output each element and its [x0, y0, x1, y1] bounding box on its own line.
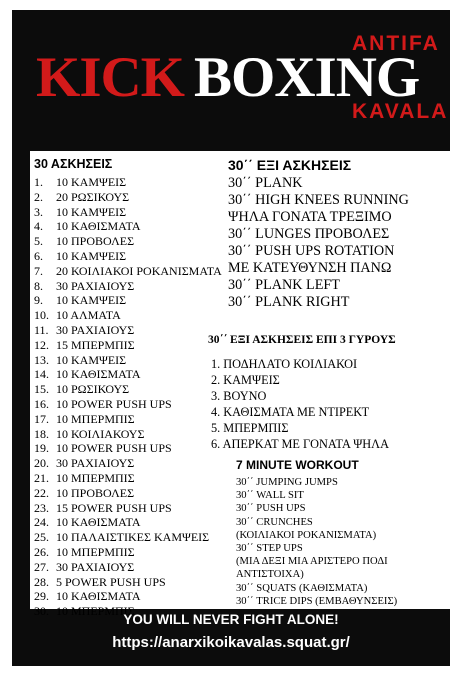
item-number: 1. — [34, 175, 43, 189]
list-item: 30΄΄ PUSH UPS — [236, 503, 306, 515]
item-number: 28. — [34, 574, 49, 589]
list-item: 30΄΄ WALL SIT — [236, 490, 304, 502]
list-item: ΨΗΛΑ ΓΟΝΑΤΑ ΤΡΕΞΙΜΟ — [228, 209, 392, 225]
list-item — [34, 530, 244, 545]
item-text: 10 ΚΑΜΨΕΙΣ — [56, 248, 127, 263]
list-item: 5. ΜΠΕΡΜΠΙΣ — [211, 421, 289, 435]
list-item: 30΄΄ TRICE DIPS (ΕΜΒΑΘΥΝΣΕΙΣ) — [236, 595, 398, 607]
item-text: 10 ΚΑΘΙΣΜΑΤΑ — [56, 219, 141, 234]
item-number: 24. — [34, 515, 49, 530]
item-number: 22. — [34, 485, 49, 500]
list-item — [34, 501, 244, 516]
item-text: 30 ΡΑΧΙΑΙΟΥΣ — [56, 456, 135, 471]
item-text: 10 ΚΑΜΨΕΙΣ — [56, 204, 127, 219]
list-item — [34, 293, 244, 308]
item-number: 26. — [34, 544, 49, 559]
list-item: 30΄΄ PLANK RIGHT — [228, 294, 350, 310]
item-number: 18. — [34, 426, 49, 441]
item-text: 5 POWER PUSH UPS — [56, 574, 166, 589]
item-text: 10 POWER PUSH UPS — [56, 441, 172, 456]
item-text: 20 ΡΩΣΙΚΟΥΣ — [56, 189, 130, 204]
list-item: 3. ΒΟΥΝΟ — [211, 389, 267, 403]
item-text: 30 ΡΑΧΙΑΙΟΥΣ — [56, 322, 135, 337]
list-item: (ΚΟΙΛΙΑΚΟΙ ΡΟΚΑΝΙΣΜΑΤΑ) — [236, 529, 377, 541]
item-number: 17. — [34, 411, 49, 426]
exercise-panel — [30, 151, 451, 619]
list-item: 30΄΄ PLANK LEFT — [228, 277, 340, 293]
list-item: 30΄΄ PLANK — [228, 175, 303, 191]
item-number: 15. — [34, 382, 49, 397]
list-item — [34, 264, 244, 279]
list-item: 30΄΄ CRUNCHES — [236, 516, 313, 528]
list-item — [34, 575, 244, 590]
item-text: 10 ΜΠΕΡΜΠΙΣ — [56, 544, 135, 559]
list-item: 2. ΚΑΜΨΕΙΣ — [211, 373, 280, 387]
item-number: 19. — [34, 441, 49, 456]
item-number: 7. — [34, 263, 43, 278]
list-item: 1. ΠΟΔΗΛΑΤΟ ΚΟΙΛΙΑΚΟΙ — [211, 357, 358, 371]
exercise-list-six — [220, 175, 450, 311]
item-text: 10 ΠΡΟΒΟΛΕΣ — [56, 234, 135, 249]
right1-heading: 30΄΄ ΕΞΙ ΑΣΚΗΣΕΙΣ — [228, 157, 352, 173]
list-item — [34, 515, 244, 530]
list-item — [34, 308, 244, 323]
item-text: 10 ΑΛΜΑΤΑ — [56, 308, 121, 323]
item-text: 15 ΜΠΕΡΜΠΙΣ — [56, 337, 135, 352]
list-item: (ΜΙΑ ΔΕΞΙ ΜΙΑ ΑΡΙΣΤΕΡΟ ΠΟΔΙ — [236, 556, 388, 568]
right2-heading: 30΄΄ ΕΞΙ ΑΣΚΗΣΕΙΣ ΕΠΙ 3 ΓΥΡΟΥΣ — [208, 334, 396, 346]
item-number: 21. — [34, 470, 49, 485]
list-item — [34, 234, 244, 249]
left-heading: 30 ΑΣΚΗΣΕΙΣ — [34, 157, 113, 171]
item-text: 10 ΚΑΘΙΣΜΑΤΑ — [56, 515, 141, 530]
item-number: 6. — [34, 248, 43, 263]
item-text: 10 POWER PUSH UPS — [56, 396, 172, 411]
item-text: 30 ΡΑΧΙΑΙΟΥΣ — [56, 559, 135, 574]
list-item: 30΄΄ PUSH UPS ROTATION — [228, 243, 395, 259]
list-item: 30΄΄ HIGH KNEES RUNNING — [228, 192, 409, 208]
list-item — [34, 545, 244, 560]
right3-heading: 7 MINUTE WORKOUT — [236, 458, 359, 472]
list-item: ΜΕ ΚΑΤΕΥΘΥΝΣΗ ΠΑΝΩ — [228, 260, 392, 276]
item-number: 12. — [34, 337, 49, 352]
item-number: 25. — [34, 530, 49, 545]
list-item — [34, 486, 244, 501]
item-number: 10. — [34, 308, 49, 323]
item-text: 15 POWER PUSH UPS — [56, 500, 172, 515]
list-item: 6. ΑΠΕΡΚΑΤ ΜΕ ΓΟΝΑΤΑ ΨΗΛΑ — [211, 437, 389, 451]
item-text: 20 ΚΟΙΛΙΑΚΟΙ ΡΟΚΑΝΙΣΜΑΤΑ — [56, 263, 222, 278]
footer-slogan: YOU WILL NEVER FIGHT ALONE! — [123, 612, 339, 627]
item-number: 27. — [34, 559, 49, 574]
exercise-list-three-rounds — [211, 356, 389, 452]
item-text: 10 ΜΠΕΡΜΠΙΣ — [56, 604, 135, 619]
item-text: 10 ΚΟΙΛΙΑΚΟΥΣ — [56, 426, 145, 441]
item-text: 10 ΚΑΜΨΕΙΣ — [56, 175, 127, 189]
list-item — [34, 249, 244, 264]
item-number: 23. — [34, 500, 49, 515]
right-column — [220, 157, 450, 311]
item-text: 10 ΡΩΣΙΚΟΥΣ — [56, 382, 130, 397]
exercise-list-7min — [236, 476, 397, 608]
list-item: 30΄΄ SQUATS (ΚΑΘΙΣΜΑΤΑ) — [236, 582, 368, 594]
list-item — [34, 205, 244, 220]
item-number: 30. — [34, 604, 49, 619]
item-number: 3. — [34, 204, 43, 219]
item-text: 10 ΚΑΘΙΣΜΑΤΑ — [56, 367, 141, 382]
item-text: 10 ΚΑΜΨΕΙΣ — [56, 352, 127, 367]
list-item — [34, 560, 244, 575]
item-text: 10 ΜΠΕΡΜΠΙΣ — [56, 411, 135, 426]
item-number: 20. — [34, 456, 49, 471]
list-item: 4. ΚΑΘΙΣΜΑΤΑ ΜΕ ΝΤΙΡΕΚΤ — [211, 405, 370, 419]
poster — [12, 10, 450, 666]
list-item — [34, 279, 244, 294]
title-boxing: BOXING — [194, 46, 420, 109]
list-item: ΑΝΤΙΣΤΟΙΧΑ) — [236, 569, 304, 581]
footer-url[interactable]: https://anarxikoikavalas.squat.gr/ — [112, 634, 350, 651]
item-text: 10 ΜΠΕΡΜΠΙΣ — [56, 470, 135, 485]
item-text: 10 ΚΑΘΙΣΜΑΤΑ — [56, 589, 141, 604]
item-number: 2. — [34, 189, 43, 204]
item-text: 10 ΠΑΛΑΙΣΤΙΚΕΣ ΚΑΜΨΕΙΣ — [56, 530, 210, 545]
list-item — [34, 589, 244, 604]
item-number: 16. — [34, 396, 49, 411]
title-kick: KICK — [36, 46, 185, 109]
item-number: 9. — [34, 293, 43, 308]
list-item: 30΄΄ LUNGES ΠΡΟΒΟΛΕΣ — [228, 226, 390, 242]
item-text: 10 ΠΡΟΒΟΛΕΣ — [56, 485, 135, 500]
item-number: 8. — [34, 278, 43, 293]
list-item: 30΄΄ JUMPING JUMPS — [236, 477, 338, 488]
item-text: 30 ΡΑΧΙΑΙΟΥΣ — [56, 278, 135, 293]
list-item: 30΄΄ STEP UPS — [236, 543, 303, 555]
list-item — [34, 456, 244, 471]
list-item — [34, 175, 244, 190]
item-number: 14. — [34, 367, 49, 382]
list-item — [34, 219, 244, 234]
item-text: 10 ΚΑΜΨΕΙΣ — [56, 293, 127, 308]
item-number: 29. — [34, 589, 49, 604]
item-number: 13. — [34, 352, 49, 367]
item-number: 4. — [34, 219, 43, 234]
kavala-label: KAVALA — [352, 100, 449, 123]
poster-title — [36, 48, 456, 108]
antifa-label: ANTIFA — [352, 32, 440, 55]
list-item — [34, 471, 244, 486]
item-number: 11. — [34, 322, 49, 337]
list-item — [34, 190, 244, 205]
item-number: 5. — [34, 234, 43, 249]
